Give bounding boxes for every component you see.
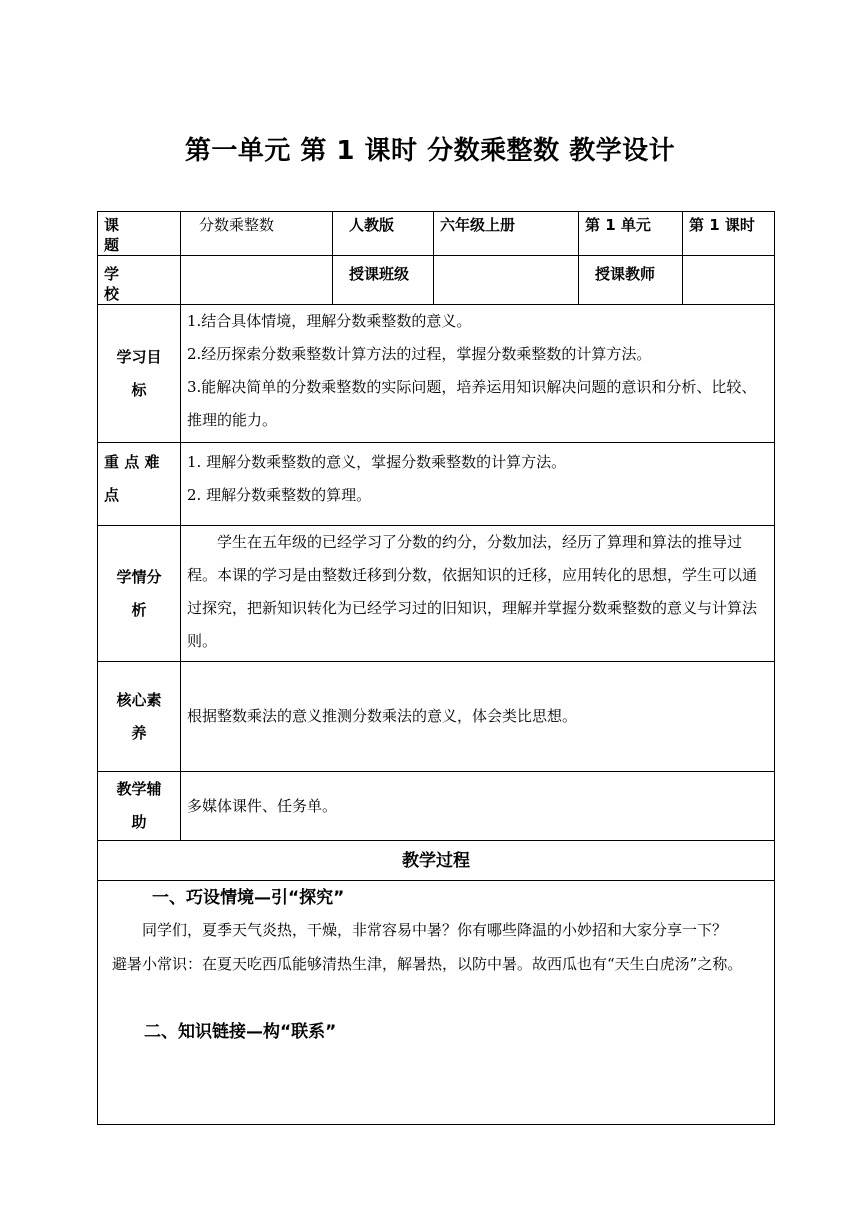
analysis-row (98, 526, 775, 662)
aids-label: 教学辅助 (98, 772, 181, 841)
key-point-item: 1. 理解分数乘整数的意义，掌握分数乘整数的计算方法。 (187, 453, 567, 471)
goals-cell (181, 305, 775, 443)
teacher-value (683, 256, 775, 305)
lesson: 第 1 课时 (683, 212, 775, 256)
analysis-label: 学情分析 (98, 526, 181, 662)
key-point-item: 2. 理解分数乘整数的算理。 (187, 486, 372, 504)
section-1-tip: 避暑小常识：在夏天吃西瓜能够清热生津，解暑热，以防中暑。故西瓜也有“天生白虎汤”之称。 (112, 955, 743, 973)
goal-item: 3.能解决简单的分数乘整数的实际问题，培养运用知识解决问题的意识和分析、比较、推理的能力。 (187, 378, 757, 429)
section-2-title: 二、知识链接—构“联系” (144, 1022, 337, 1042)
school-label-cell (98, 256, 181, 305)
analysis-cell (181, 526, 775, 662)
aids-row (98, 772, 775, 841)
topic-label: 课 题 (104, 216, 142, 254)
class-label: 授课班级 (333, 256, 434, 305)
literacy-cell (181, 662, 775, 772)
publisher: 人教版 (333, 212, 434, 256)
document-title: 第一单元 第 1 课时 分数乘整数 教学设计 (184, 136, 676, 166)
key-points-cell (181, 443, 775, 526)
teacher-label: 授课教师 (579, 256, 683, 305)
school-row (98, 256, 775, 305)
goals-row (98, 305, 775, 443)
section-1-title: 一、巧设情境—引“探究” (152, 888, 345, 908)
goal-item: 1.结合具体情境，理解分数乘整数的意义。 (187, 312, 472, 330)
topic-row (98, 212, 775, 256)
topic-label-cell (98, 212, 181, 256)
analysis-text: 学生在五年级的已经学习了分数的约分，分数加法，经历了算理和算法的推导过程。本课的学习是由整数迁移到分数，依据知识的迁移，应用转化的思想，学生可以通过探究，把新知识转化为已经学习过的旧知识，理解并掌握分数乘整数的意义与计算法则。 (187, 533, 758, 650)
topic-value: 分数乘整数 (181, 212, 333, 256)
key-points-row (98, 443, 775, 526)
grade: 六年级上册 (434, 212, 579, 256)
section-1-paragraph: 同学们，夏季天气炎热，干燥，非常容易中暑？你有哪些降温的小妙招和大家分享一下？ (142, 921, 728, 939)
goals-label: 学习目标 (98, 305, 181, 443)
school-label: 学 校 (104, 265, 142, 303)
process-cell (98, 881, 775, 1125)
process-heading: 教学过程 (98, 841, 775, 881)
literacy-label: 核心素养 (98, 662, 181, 772)
lesson-plan-table (97, 211, 775, 1125)
class-value (434, 256, 579, 305)
goal-item: 2.经历探索分数乘整数计算方法的过程，掌握分数乘整数的计算方法。 (187, 345, 652, 363)
process-heading-row (98, 841, 775, 881)
unit: 第 1 单元 (579, 212, 683, 256)
process-row (98, 881, 775, 1125)
aids-text: 多媒体课件、任务单。 (187, 796, 338, 815)
literacy-text: 根据整数乘法的意义推测分数乘法的意义，体会类比思想。 (187, 707, 578, 725)
aids-cell (181, 772, 775, 841)
school-value (181, 256, 333, 305)
key-points-label: 重 点 难 点 (98, 443, 181, 526)
literacy-row (98, 662, 775, 772)
